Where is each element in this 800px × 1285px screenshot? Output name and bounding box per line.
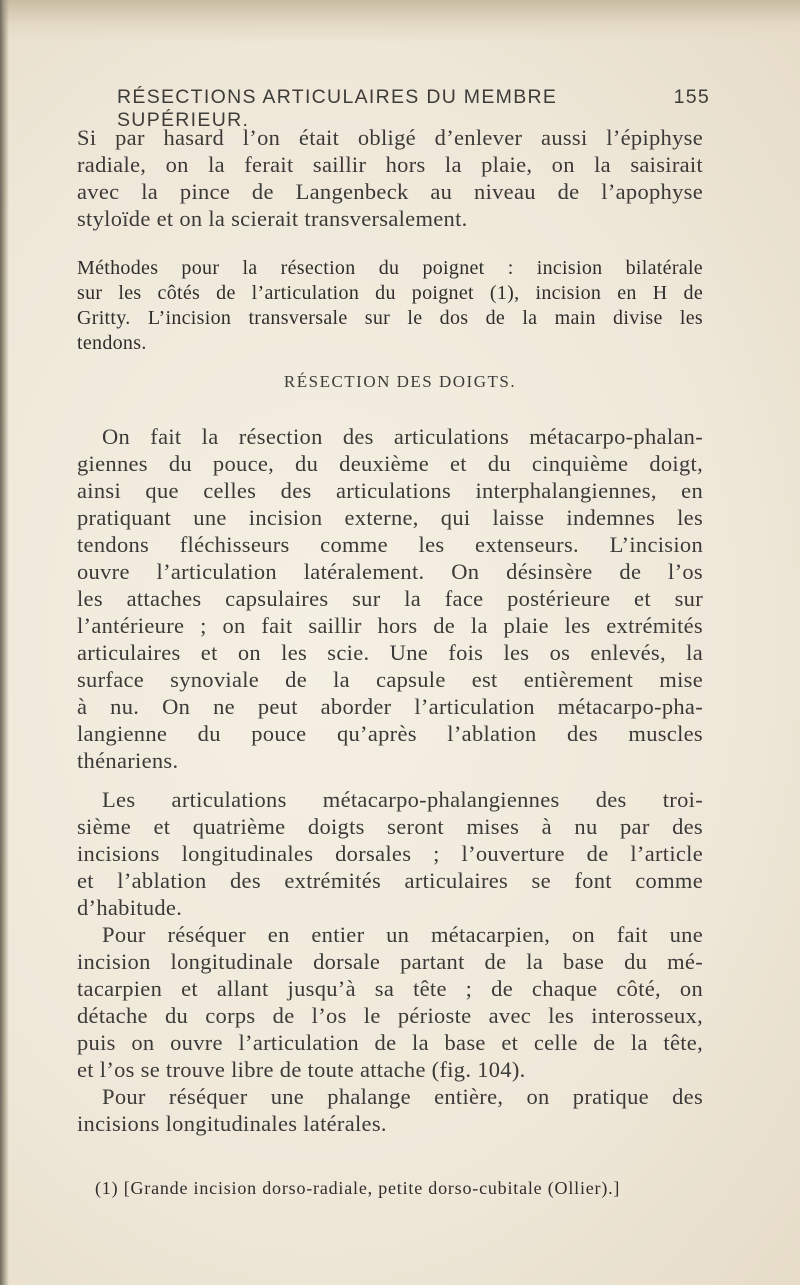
paragraph-metacarpien xyxy=(77,921,703,1083)
text-line: langienne du pouce qu’après l’ablation des muscles xyxy=(77,721,703,746)
paragraph-resection-doigts xyxy=(77,423,703,774)
text-line: et l’ablation des extrémités articulaires se font comme xyxy=(77,868,703,893)
text-line: tendons fléchisseurs comme les extenseurs. L’incision xyxy=(77,532,703,557)
text-line: pratiquant une incision externe, qui laisse indemnes les xyxy=(77,505,703,530)
text-line: Pour réséquer une phalange entière, on pratique des xyxy=(102,1084,703,1109)
text-line: thénariens. xyxy=(77,748,179,773)
text-line: articulaires et on les scie. Une fois les os enlevés, la xyxy=(77,640,703,665)
text-line: tacarpien et allant jusqu’à sa tête ; de chaque côté, on xyxy=(77,976,703,1001)
page-number: 155 xyxy=(673,86,710,108)
text-line: surface synoviale de la capsule est entièrement mise xyxy=(77,667,703,692)
text-line: On fait la résection des articulations métacarpo-phalan- xyxy=(102,424,703,449)
text-line: ainsi que celles des articulations interphalangiennes, en xyxy=(77,478,703,503)
text-line: détache du corps de l’os le périoste avec les interosseux, xyxy=(77,1003,703,1028)
text-line: avec la pince de Langenbeck au niveau de l’apophyse xyxy=(77,179,703,204)
text-line: Gritty. L’incision transversale sur le dos de la main divise les xyxy=(77,307,703,329)
text-line: styloïde et on la scierait transversalement. xyxy=(77,206,468,231)
page-top-shadow xyxy=(0,0,800,42)
text-line: radiale, on la ferait saillir hors la plaie, on la saisirait xyxy=(77,152,703,177)
text-line: sième et quatrième doigts seront mises à nu par des xyxy=(77,814,703,839)
text-line: les attaches capsulaires sur la face postérieure et sur xyxy=(77,586,703,611)
text-line: l’antérieure ; on fait saillir hors de la plaie les extrémités xyxy=(77,613,703,638)
text-line: à nu. On ne peut aborder l’articulation métacarpo-pha- xyxy=(77,694,703,719)
text-line: incision longitudinale dorsale partant de la base du mé- xyxy=(77,949,703,974)
paragraph-phalange xyxy=(77,1083,703,1137)
section-heading: RÉSECTION DES DOIGTS. xyxy=(283,372,517,391)
running-title: RÉSECTIONS ARTICULAIRES DU MEMBRE SUPÉRIEUR. xyxy=(117,86,558,131)
text-line: Si par hasard l’on était obligé d’enlever aussi l’épiphyse xyxy=(77,125,703,150)
footnote: (1) [Grande incision dorso-radiale, petite dorso-cubitale (Ollier).] xyxy=(95,1178,621,1198)
text-line: incisions longitudinales dorsales ; l’ouverture de l’article xyxy=(77,841,703,866)
text-line: et l’os se trouve libre de toute attache (fig. 104). xyxy=(77,1057,526,1082)
text-line: Pour réséquer en entier un métacarpien, on fait une xyxy=(102,922,703,947)
text-line: Les articulations métacarpo-phalangiennes des troi- xyxy=(102,787,703,812)
paragraph-epiphyse xyxy=(77,124,703,232)
text-line: puis on ouvre l’articulation de la base et celle de la tête, xyxy=(77,1030,703,1055)
text-line: sur les côtés de l’articulation du poignet (1), incision en H de xyxy=(77,282,703,304)
text-line: giennes du pouce, du deuxième et du cinquième doigt, xyxy=(77,451,703,476)
binding-edge xyxy=(0,0,9,1285)
text-line: ouvre l’articulation latéralement. On désinsère de l’os xyxy=(77,559,703,584)
text-line: incisions longitudinales latérales. xyxy=(77,1111,387,1136)
text-line: tendons. xyxy=(77,332,147,354)
paragraph-troisieme-quatrieme xyxy=(77,786,703,921)
text-line: d’habitude. xyxy=(77,895,183,920)
text-line: Méthodes pour la résection du poignet : incision bilatérale xyxy=(77,257,703,279)
paragraph-methodes xyxy=(77,256,703,356)
